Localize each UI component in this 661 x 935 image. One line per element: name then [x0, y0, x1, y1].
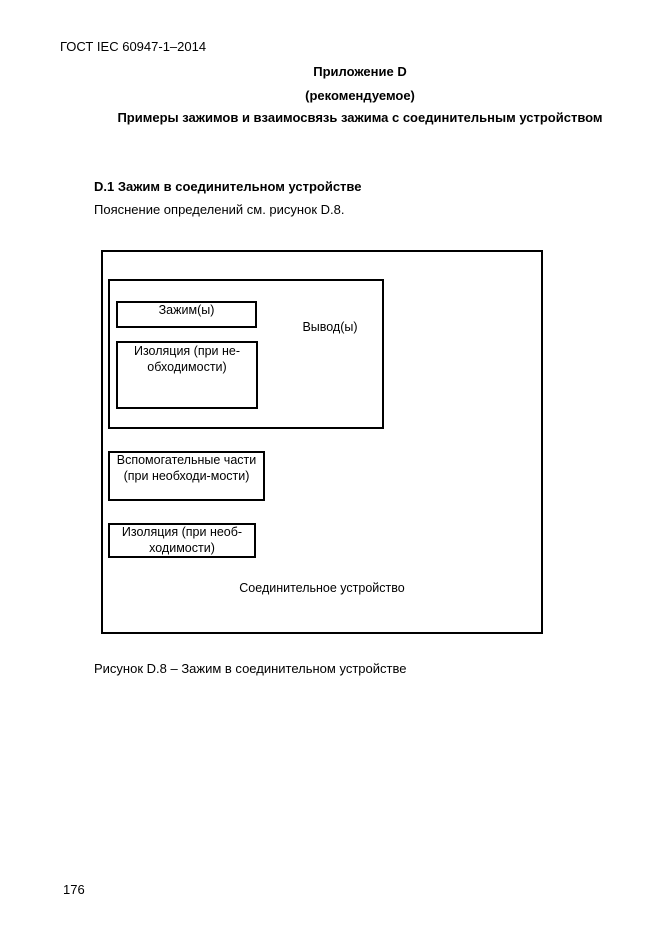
appendix-title: Приложение D	[313, 64, 407, 79]
clamp-label: Зажим(ы)	[158, 303, 215, 317]
page-number: 176	[63, 882, 85, 897]
connecting-device-label: Соединительное устройство	[239, 581, 405, 595]
appendix-status: (рекомендуемое)	[305, 88, 415, 103]
section-title: D.1 Зажим в соединительном устройстве	[94, 179, 362, 194]
appendix-subtitle: Примеры зажимов и взаимосвязь зажима с соединительным устройством	[117, 110, 603, 125]
figure-caption: Рисунок D.8 – Зажим в соединительном устройстве	[94, 661, 407, 676]
insulation-inner-label: Изоляция (при не-обходимости)	[133, 344, 241, 374]
section-text: Пояснение определений см. рисунок D.8.	[94, 202, 345, 217]
terminal-label: Вывод(ы)	[302, 320, 358, 334]
insulation-outer-label: Изоляция (при необ-ходимости)	[121, 525, 243, 555]
auxiliary-parts-label: Вспомогательные части (при необходи-мости)	[116, 453, 257, 483]
standard-header: ГОСТ IEC 60947-1–2014	[60, 39, 207, 54]
